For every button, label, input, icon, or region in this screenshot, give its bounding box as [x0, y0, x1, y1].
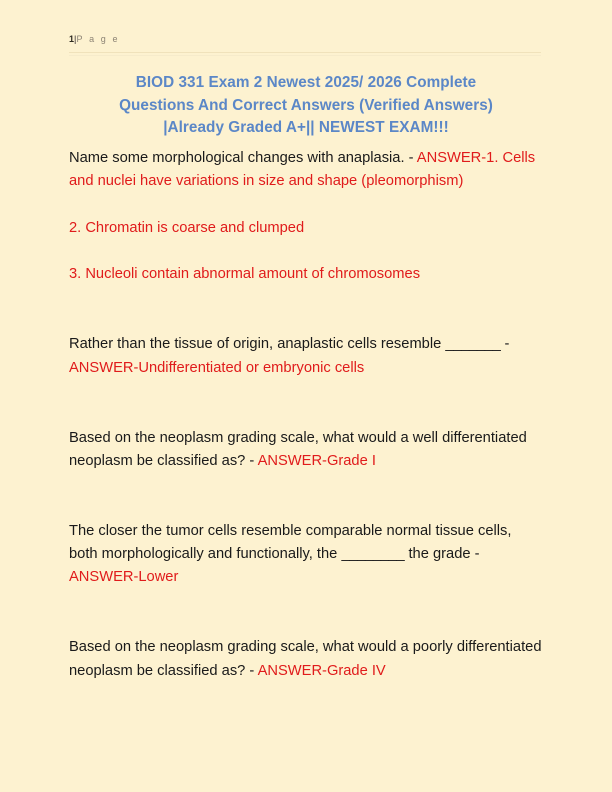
question-text-4a: The closer the tumor cells resemble comparable normal tissue cells, both morphologically and functionally, the	[69, 522, 512, 563]
answer-text-1: ANSWER-1. Cells and nuclei have variations in size and shape (pleomorphism)	[69, 150, 536, 190]
page-number: 1	[69, 34, 75, 44]
title-line-2: Questions And Correct Answers (Verified Answers)	[119, 96, 493, 114]
question-text-3: Based on the neoplasm grading scale, what would a well differentiated neoplasm be classified as? -	[69, 429, 527, 469]
question-text-4b: the grade -	[404, 546, 480, 563]
answer-item-3: 3. Nucleoli contain abnormal amount of chromosomes	[69, 266, 421, 283]
header-divider-secondary	[69, 55, 541, 56]
document-body	[69, 147, 543, 683]
answer-text-2: ANSWER-Undifferentiated or embryonic cells	[69, 359, 365, 376]
fill-in-blank-2: _______	[445, 336, 501, 353]
spacer-2b	[69, 403, 543, 426]
spacer-3	[69, 473, 543, 496]
answer-text-3: ANSWER-Grade I	[257, 452, 376, 469]
page-title	[71, 72, 541, 140]
question-text-2b: -	[500, 336, 510, 353]
spacer-4b	[69, 613, 543, 636]
spacer-1b	[69, 310, 543, 333]
spacer-2	[69, 380, 543, 403]
qa-block-5	[69, 636, 543, 683]
question-text-2a: Rather than the tissue of origin, anaplastic cells resemble	[69, 336, 446, 353]
running-header	[69, 33, 541, 45]
spacer-4	[69, 590, 543, 613]
header-page-label: P a g e	[76, 34, 120, 44]
qa-block-1	[69, 147, 543, 194]
spacer-3b	[69, 496, 543, 519]
qa-block-3	[69, 427, 543, 474]
answer-text-4: ANSWER-Lower	[69, 569, 179, 586]
question-text-1: Name some morphological changes with anaplasia. -	[69, 150, 417, 166]
header-text	[69, 33, 541, 45]
title-line-1: BIOD 331 Exam 2 Newest 2025/ 2026 Complete	[135, 74, 477, 91]
question-text-5: Based on the neoplasm grading scale, what would a poorly differentiated neoplasm be classified as? -	[69, 639, 542, 679]
answer-text-5: ANSWER-Grade IV	[257, 662, 386, 679]
header-divider	[69, 52, 541, 53]
header-separator: |	[74, 34, 77, 44]
spacer-1	[69, 287, 543, 310]
fill-in-blank-4: ________	[341, 546, 405, 563]
title-line-3: |Already Graded A+|| NEWEST EXAM!!!	[163, 119, 449, 136]
qa-block-2	[69, 333, 543, 380]
answer-item-2: 2. Chromatin is coarse and clumped	[69, 219, 305, 236]
qa-block-4	[69, 520, 543, 590]
